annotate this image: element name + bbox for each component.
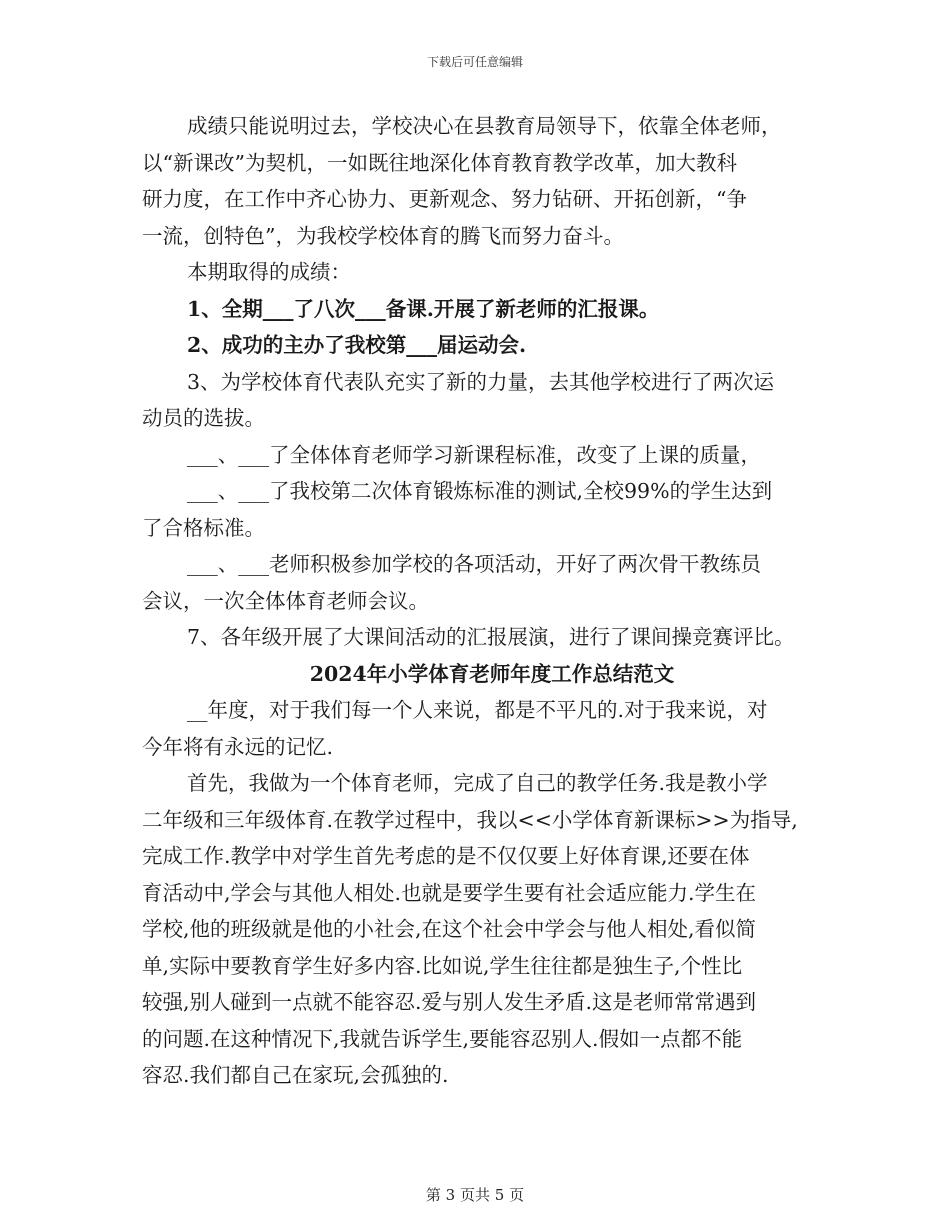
paragraph-line: 成绩只能说明过去，学校决心在县教育局领导下，依靠全体老师， bbox=[187, 114, 782, 138]
paragraph-line: 育活动中,学会与其他人相处.也就是要学生要有社会适应能力.学生在 bbox=[142, 880, 757, 905]
paragraph-line: 首先，我做为一个体育老师，完成了自己的教学任务.我是教小学 bbox=[187, 771, 768, 795]
page-header: 下载后可任意编辑 bbox=[426, 55, 523, 69]
paragraph-line: 今年将有永远的记忆. bbox=[142, 734, 334, 759]
paragraph-line: 研力度，在工作中齐心协力、更新观念、努力钻研、开拓创新，“争 bbox=[142, 187, 747, 211]
list-item: 3、为学校体育代表队充实了新的力量，去其他学校进行了两次运 bbox=[187, 369, 775, 394]
paragraph-line: 二年级和三年级体育.在教学过程中，我以<<小学体育新课标>>为指导, bbox=[142, 807, 798, 832]
paragraph-line: 会议，一次全体体育老师会议。 bbox=[142, 588, 429, 613]
paragraph-line: 以“新课改”为契机，一如既往地深化体育教育教学改革，加大教科 bbox=[142, 150, 737, 175]
paragraph-line: 了合格标准。 bbox=[142, 515, 265, 540]
list-item-bold: 2、成功的主办了我校第___届运动会. bbox=[187, 333, 527, 357]
section-title: 2024年小学体育老师年度工作总结范文 bbox=[309, 661, 675, 686]
paragraph-line: 的问题.在这种情况下,我就告诉学生,要能容忍别人.假如一点都不能 bbox=[142, 1026, 743, 1051]
paragraph-line: 单,实际中要教育学生好多内容.比如说,学生往往都是独生子,个性比 bbox=[142, 953, 743, 978]
paragraph-line: 本期取得的成绩： bbox=[187, 260, 351, 284]
paragraph-line: 一流，创特色”，为我校学校体育的腾飞而努力奋斗。 bbox=[142, 223, 624, 248]
paragraph-line: __年度，对于我们每一个人来说，都是不平凡的.对于我来说，对 bbox=[187, 698, 768, 722]
paragraph-line: 较强,别人碰到一点就不能容忍.爱与别人发生矛盾.这是老师常常遇到 bbox=[142, 990, 757, 1014]
list-item: ___、___了全体体育老师学习新课程标准，改变了上课的质量， bbox=[187, 442, 761, 467]
paragraph-line: 完成工作.教学中对学生首先考虑的是不仅仅要上好体育课,还要在体 bbox=[142, 844, 750, 868]
page-footer: 第 3 页共 5 页 bbox=[425, 1186, 525, 1204]
list-item: ___、___老师积极参加学校的各项活动，开好了两次骨干教练员 bbox=[187, 552, 761, 576]
list-item: 7、各年级开展了大课间活动的汇报展演，进行了课间操竞赛评比。 bbox=[187, 625, 795, 649]
document-body bbox=[142, 108, 822, 1094]
paragraph-line: 学校,他的班级就是他的小社会,在这个社会中学会与他人相处,看似简 bbox=[142, 917, 757, 941]
list-item: ___、___了我校第二次体育锻炼标准的测试,全校99%的学生达到 bbox=[187, 479, 773, 503]
paragraph-line: 容忍.我们都自己在家玩,会孤独的. bbox=[142, 1063, 449, 1087]
list-item-bold: 1、全期___了八次___备课.开展了新老师的汇报课。 bbox=[187, 296, 660, 321]
paragraph-line: 动员的选拔。 bbox=[142, 406, 265, 430]
